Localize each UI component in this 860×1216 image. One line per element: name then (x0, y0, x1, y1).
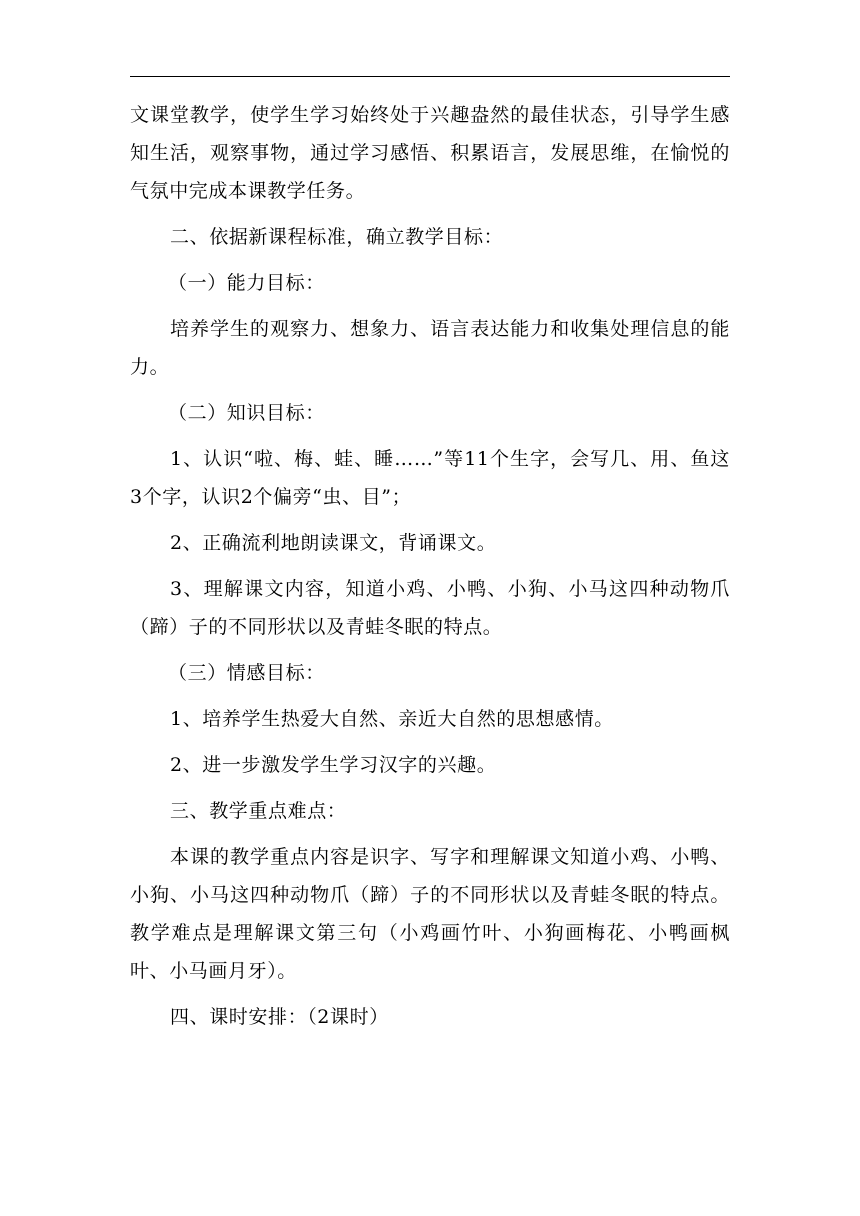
subsection-heading: （二）知识目标： (168, 402, 325, 424)
paragraph: 培养学生的观察力、想象力、语言表达能力和收集处理信息的能力。 (130, 318, 730, 378)
section-heading: 三、教学重点难点： (170, 800, 347, 822)
section-heading: 二、依据新课程标准，确立教学目标： (170, 226, 504, 248)
list-item: 2、进一步激发学生学习汉字的兴趣。 (170, 754, 497, 776)
list-item: 3、理解课文内容，知道小鸡、小鸭、小狗、小马这四种动物爪（蹄）子的不同形状以及青蛙冬眠的特点。 (130, 578, 730, 638)
paragraph: 本课的教学重点内容是识字、写字和理解课文知道小鸡、小鸭、小狗、小马这四种动物爪（蹄）子的不同形状以及青蛙冬眠的特点。教学难点是理解课文第三句（小鸡画竹叶、小狗画梅花、小鸭画枫叶、小马画月牙）。 (130, 846, 730, 982)
document-body (130, 96, 730, 1044)
subsection-heading: （一）能力目标： (168, 272, 325, 294)
list-item: 1、认识“啦、梅、蛙、睡……”等11个生字，会写几、用、鱼这3个字，认识2个偏旁“虫、目”； (130, 448, 730, 508)
list-item: 1、培养学生热爱大自然、亲近大自然的思想感情。 (170, 708, 614, 730)
subsection-heading: （三）情感目标： (168, 662, 325, 684)
section-heading: 四、课时安排：（2课时） (170, 1006, 389, 1028)
paragraph: 文课堂教学，使学生学习始终处于兴趣盎然的最佳状态，引导学生感知生活，观察事物，通过学习感悟、积累语言，发展思维，在愉悦的气氛中完成本课教学任务。 (130, 104, 730, 202)
header-rule (130, 76, 730, 77)
list-item: 2、正确流利地朗读课文，背诵课文。 (170, 532, 497, 554)
